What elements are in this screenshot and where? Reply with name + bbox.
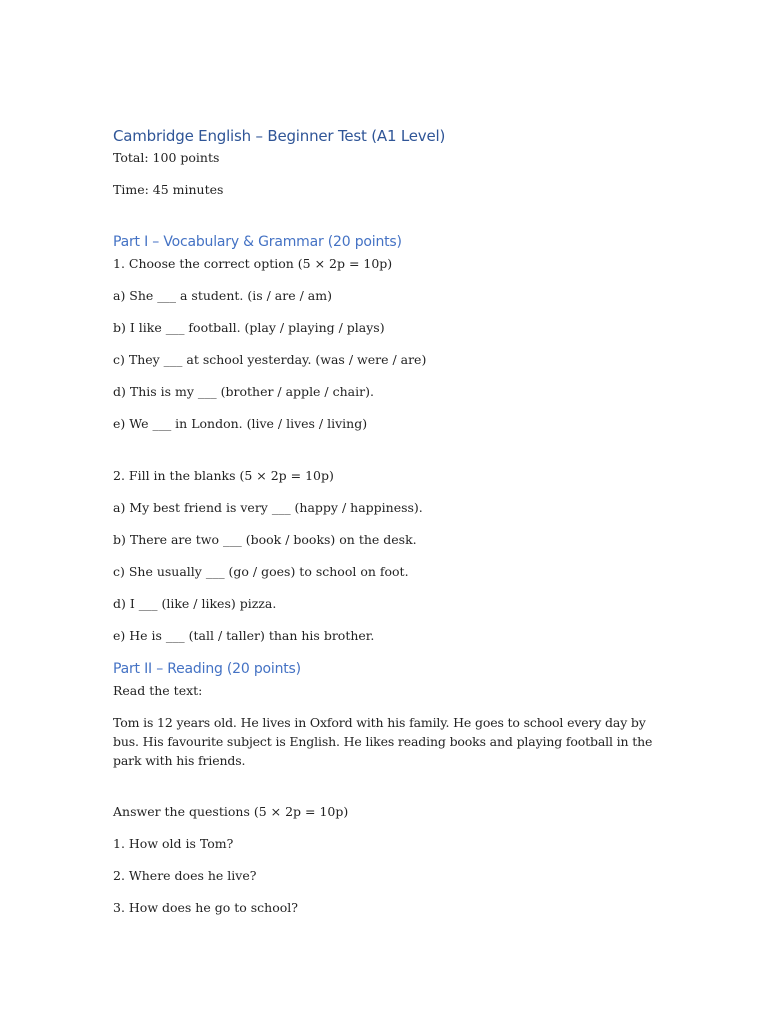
q2-item-c: c) She usually ___ (go / goes) to school on foot.: [113, 564, 409, 579]
q2-instruction: 2. Fill in the blanks (5 × 2p = 10p): [113, 468, 334, 483]
q2-item-d: d) I ___ (like / likes) pizza.: [113, 596, 277, 611]
reading-question-2: 2. Where does he live?: [113, 868, 257, 883]
answer-instruction: Answer the questions (5 × 2p = 10p): [113, 804, 349, 819]
reading-question-1: 1. How old is Tom?: [113, 836, 234, 851]
total-points: Total: 100 points: [113, 150, 220, 165]
q2-item-e: e) He is ___ (tall / taller) than his brother.: [113, 628, 375, 643]
reading-question-3: 3. How does he go to school?: [113, 900, 298, 915]
reading-passage: Tom is 12 years old. He lives in Oxford with his family. He goes to school every day by bus. His favourite subject is English. He likes reading books and playing football in the park with his friends.: [113, 715, 653, 768]
part1-heading: Part I – Vocabulary & Grammar (20 points): [113, 234, 402, 250]
q1-item-d: d) This is my ___ (brother / apple / chair).: [113, 384, 374, 399]
part2-heading: Part II – Reading (20 points): [113, 661, 301, 677]
document-page: [113, 126, 673, 930]
q1-instruction: 1. Choose the correct option (5 × 2p = 10p): [113, 256, 393, 271]
q1-item-b: b) I like ___ football. (play / playing / plays): [113, 320, 385, 335]
q2-item-a: a) My best friend is very ___ (happy / happiness).: [113, 500, 423, 515]
q1-item-a: a) She ___ a student. (is / are / am): [113, 288, 332, 303]
read-label: Read the text:: [113, 683, 203, 698]
q1-item-e: e) We ___ in London. (live / lives / living): [113, 416, 368, 431]
q2-item-b: b) There are two ___ (book / books) on the desk.: [113, 532, 417, 547]
document-title: Cambridge English – Beginner Test (A1 Level): [113, 127, 446, 145]
time-limit: Time: 45 minutes: [113, 182, 224, 197]
q1-item-c: c) They ___ at school yesterday. (was / were / are): [113, 352, 427, 367]
